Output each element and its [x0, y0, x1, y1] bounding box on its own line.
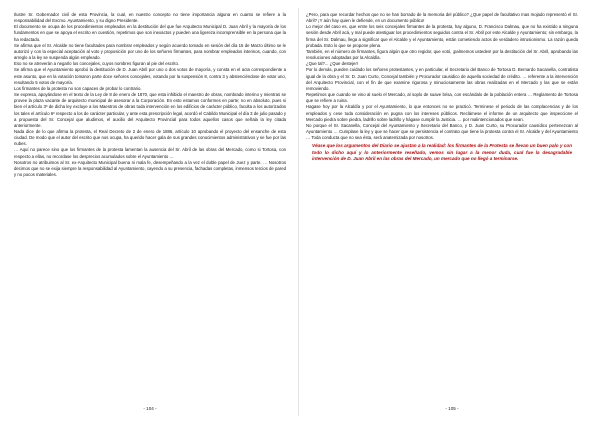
- right-paragraph: Por lo demás, pueden cuidado los señores protestantes, y en particular, el Secretario del Banco de Tortosa D. Bernardo Sacanella, contratista igual de la obra y el Sr. D. Juan Curto, Concejal también y Procurador causidico de aquella sociedad de crédito. … referente a la intervención del Arquitecto Provincial, con el fin de que examine rigurosa y minuciosamente las obras realizadas en el Mercado y las que se están removiendo.: [306, 67, 578, 91]
- left-paragraph: Nada dice de lo que afirma la protesta, el Real Decreto de 2 de enero de 1886, artículo 10 aprobando el proyecto del ensanche de esta ciudad. De modo que el autor del escrito que nos ocupa, ha querido hacer gala de sus grandes conocimientos administrativos y se fue por las nubes.: [14, 128, 286, 147]
- right-page: [306, 12, 578, 404]
- left-paragraph: … Aquí no parece sino que los firmantes de la protesta lamentan la ausencia del Sr. Abril de las obras del Mercado, como si Tortosa, con respecto a ellas, no recordase los desprecios acumulados sobre el Ayuntamiento …: [14, 147, 286, 159]
- left-page-number: - 104 -: [143, 406, 157, 411]
- left-paragraph: Eso no se atreverán a negarlo los concejales, cuyos nombres figuran al pie del escrito.: [14, 61, 180, 67]
- right-paragraph: ¿Pero, para que recordar hechos que no se han borrado de la memoria del público? ¿Que papel de facultativo mas mojado representó el Sr. Abril? ¡Y aún hay quien le defiende, en un documento público!: [306, 12, 578, 24]
- left-paragraph: Ilustre Sr. Gobernador civil de esta Provincia, la cual, en nuestro concepto no tiene importancia alguna en cuanto se refiere a la responsabilidad del Excmo. Ayuntamiento, y su digno Presidente.: [14, 12, 286, 24]
- right-page-number: - 105 -: [445, 406, 459, 411]
- page-gutter-divider: [298, 8, 299, 416]
- closing-note-red: Véase que los argumentos del Diario se ajustan a la realidad: los firmantes de la Protesta se llevan un buen palo y con todo lo dicho aquí y lo anteriormente reseñado, vemos sin lugar a la menor duda, cual fue la desagradable intervención de D. Juan Abril en las obras del Mercado, un mercado que no llegó a terminarse.: [312, 143, 572, 161]
- right-paragraph: ¿Que tal?... ¿Que destejer!: [306, 61, 359, 67]
- left-paragraph: Se expresa, apoyándose en el texto de la Ley de 8 de enero de 1870, que esta inhibido el maestro de obras, nombrado interino y mientras se provee la plaza vacante de arquitecto municipal de asesorar a la Corporación. En esto estamos conformes en parte; no en absoluto, pues si bien el artículo 3º de dicha ley excluye a los Maestros de obras toda intervención en los edificios de carácter público, faculta a los autorizados los tales el artículo 6º respecto a los de carácter particular, y ante esta prescripción legal, acordó el Cabildo Municipal el día 3 de julio pasado y a propuesta del Sr. Concejal que aludimos, el auxilio del Arquitecto Provincial para todos aquellos casos que señala la ley citada anteriormente.: [14, 92, 286, 128]
- right-paragraph: También, en el número de firmantes, figura algún que otro regidor, que votó, ¡palmemos ustedes! por la destitución del Sr. Abril, aprobando las resoluciones adoptadas por la Alcaldía.: [306, 48, 578, 61]
- left-paragraph: Los firmantes de la protesta no son capaces de probar lo contrario.: [14, 85, 142, 91]
- left-paragraph: Se afirma que el Ayuntamiento aprobó la destitución de D. Juan Abril por uno o dos votos de mayoría, y consta en el acta correspondiente a este asunto, que en la votación tomaron parte doce señores concejales, votando por la suspensión 8, contra 3 y abstenciéndose de votar uno, resultando 5 votos de mayoría.: [14, 67, 286, 85]
- left-page: [14, 12, 286, 404]
- left-paragraph: El documento se ocupa de los procedimientos empleados en la destitución del que fue Arquitecto Municipal D. Juan Abril y la mayoría de los fundamentos en que se apoya el escrito en cuestión, repetimos que son inexactos y pueden una ligereza incomprensible en la persona que la ha redactado.: [14, 24, 286, 42]
- left-paragraph: Nosotros no atribuimos al Sr. ex-Arquitecto Municipal buena ni mala fe, desempeñando a la vez el doble papel de Juez y parte. … Nosotros decimos que no se exija siempre la responsabilidad al Ayuntamiento, cayendo a su presencia, fachadas completas, inmensos tercios de pared y no pocos materiales.: [14, 159, 286, 178]
- right-paragraph: Repetimos que cuando se vino al suelo el Mercado, al soplo de suave brisa, con escándalo de la población entera … Reglamento de Tortosa que se refiere a ruina.: [306, 92, 578, 104]
- right-paragraph: Lo mejor del caso es, que entre los seis concejales firmantes de la protesta, hay alguno, D. Francisco Dalmau, que no ha existido a ninguna sesión desde Abril acá, y mal puede atestiguar los procedimientos seguidos contra el Sr. Abril por este Alcalde y Ayuntamiento; sin embargo, la firma del Sr. Dalmau, llega a significar que el Alcalde y el Ayuntamiento, están cometiendo actos de verdadero intrusionismo. La razón queda probada. Esto lo que se propone plena.: [306, 24, 578, 48]
- right-paragraph: No porque el Sr. Sacanella, Concejal del Ayuntamiento y Secretario del Banco, y D. Juan Curto, su Procurador causídico pertenezcan al Ayuntamiento … Cumplase la ley y que se hacer que se persistencia el contrato que tiene la protesta contra el Sr. Alcalde y del Ayuntamiento … Toda conducta que no sea ésta, será anatemizada por nosotros.: [306, 122, 578, 141]
- right-paragraph: Hagase hoy por la Alcaldía y por el Ayuntamiento, lo que entonces no se practicó. Terminese el periodo de las complacencias y de los empleados y cese toda consideración en pugna con los intereses públicos. Reclámese el informe de un arquitecto que inspeccione el Mercado piedra sobre piedra, ladrillo sobre ladrillo y hágase cumplir la Justicia. … por malintencionados que sean.: [306, 104, 578, 122]
- left-paragraph: Se afirma que el Sr. Alcalde no tiene facultades para nombrar empleados y según acuerdo tomado en sesión del día 15 de Marzo último se le autorizó y con la especial aceptación al voto y proposición por uno de los señores firmantes, para nombrar empleados interinos, cuando, con arreglo a la ley se suspenda algún empleado.: [14, 42, 286, 61]
